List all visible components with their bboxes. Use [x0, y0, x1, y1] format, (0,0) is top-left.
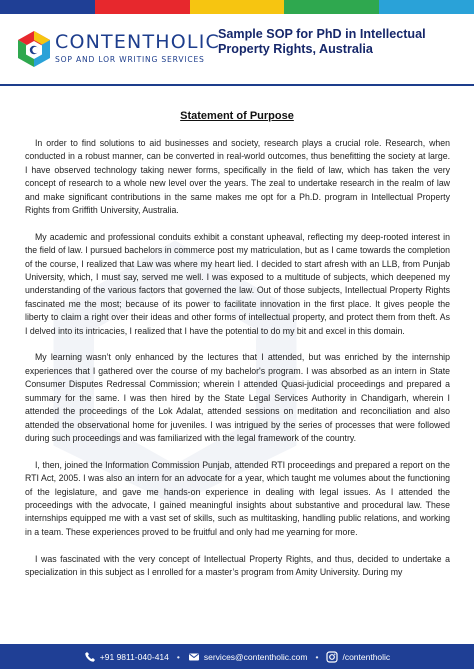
social-handle: /contentholic	[342, 651, 391, 662]
brand-name: CONTENTHOLIC	[55, 31, 220, 53]
top-bar-segment	[284, 0, 379, 14]
brand	[55, 32, 220, 65]
page-title: Statement of Purpose	[180, 110, 294, 122]
footer-social[interactable]	[326, 651, 390, 663]
top-bar-segment	[190, 0, 285, 14]
top-bar-segment	[379, 0, 474, 14]
page-header	[0, 24, 474, 74]
document-heading: Sample SOP for PhD in Intellectual Property Rights, Australia	[218, 27, 426, 56]
email-address: services@contentholic.com	[203, 651, 308, 662]
paragraph: My academic and professional conduits exhibit a constant upheaval, reflecting my deep-rooted interest in the field of law. I pursued bachelors in commerce post my matriculation, but as I came towards the completion of the course, I realized that Law was where my heart lied. I decided to start afresh with an LLB, from Punjab University, which, I must say, served me well. I was exposed to a multitude of subjects, which deepened my understanding of the various factors that governed the law. Out of those subjects, Intellectual Property Rights fascinated me the most; because of its power to facilitate innovation in the first place. It gives people the liberty to claim a right over their ideas and other forms of intellectual property, and protect them from theft. As I delved into its intricacies, I realized that I have the potential to do my bit and excel in this domain.	[25, 231, 450, 336]
paragraph: My learning wasn’t only enhanced by the lectures that I attended, but was enriched by the internship experiences that I gathered over the course of my bachelor's program. I was absorbed as an intern in State Consumer Disputes Redressal Commission; wherein I attended Quasi-judicial proceedings and prepared a summary for the same. I was then hired by the State Legal Services Authority in Chandigarh, wherein I attended the proceedings of the Lok Adalat, attended sessions on meditation and reconciliation and also attended the observational home for juveniles. I was intrigued by the series of processes that were followed during such proceedings and was familiarized with the legal framework of the country.	[25, 352, 450, 443]
document-body	[25, 137, 450, 637]
top-color-bar	[0, 0, 474, 14]
brand-tagline: SOP AND LOR WRITING SERVICES	[55, 55, 205, 64]
footer-email[interactable]	[188, 651, 308, 663]
footer-separator: •	[176, 651, 180, 662]
paragraph: In order to find solutions to aid businesses and society, research plays a crucial role. Research, when conducted in a robust manner, can be converted in real-world outcomes, thus benefitting the society at large. I have observed technology taking newer forms, specifically in the field of law, which has taken the very concept of research to a whole new level over the years. The zeal to undertake research in the realm of law and make significant contributions in the same makes me opt for a Ph.D. program in Intellectual Property Rights from Griffith University, Australia.	[25, 138, 450, 216]
paragraph: I, then, joined the Information Commission Punjab, attended RTI proceedings and prepared a report on the RTI Act, 2005. I was also an intern for an advocate for a year, which taught me volumes about the functioning of the legislature, and gave me hands-on experience in dealing with legal issues. As I attended the proceedings with the advocate, I gained meaningful insights about substantive and procedural law. These internships equipped me with a vast set of skills, such as multitasking, handling public relations, and working in a team. These experiences proved to be fruitful and only had me yearning for more.	[25, 459, 450, 537]
mail-icon	[188, 651, 200, 663]
header-divider	[0, 84, 474, 86]
footer-separator: •	[315, 651, 319, 662]
top-bar-segment	[95, 0, 190, 14]
phone-number: +91 9811-040-414	[99, 651, 169, 662]
paragraph: I was fascinated with the very concept of Intellectual Property Rights, and thus, decided to undertake a specialization in this subject as I enrolled for a master’s program from Amity University. During my	[25, 553, 450, 577]
top-bar-segment	[0, 0, 95, 14]
phone-icon	[84, 651, 96, 663]
contentholic-cube-logo-icon	[17, 30, 51, 68]
footer-phone[interactable]	[84, 651, 169, 663]
footer-bar	[0, 644, 474, 669]
social-icon	[326, 651, 338, 663]
